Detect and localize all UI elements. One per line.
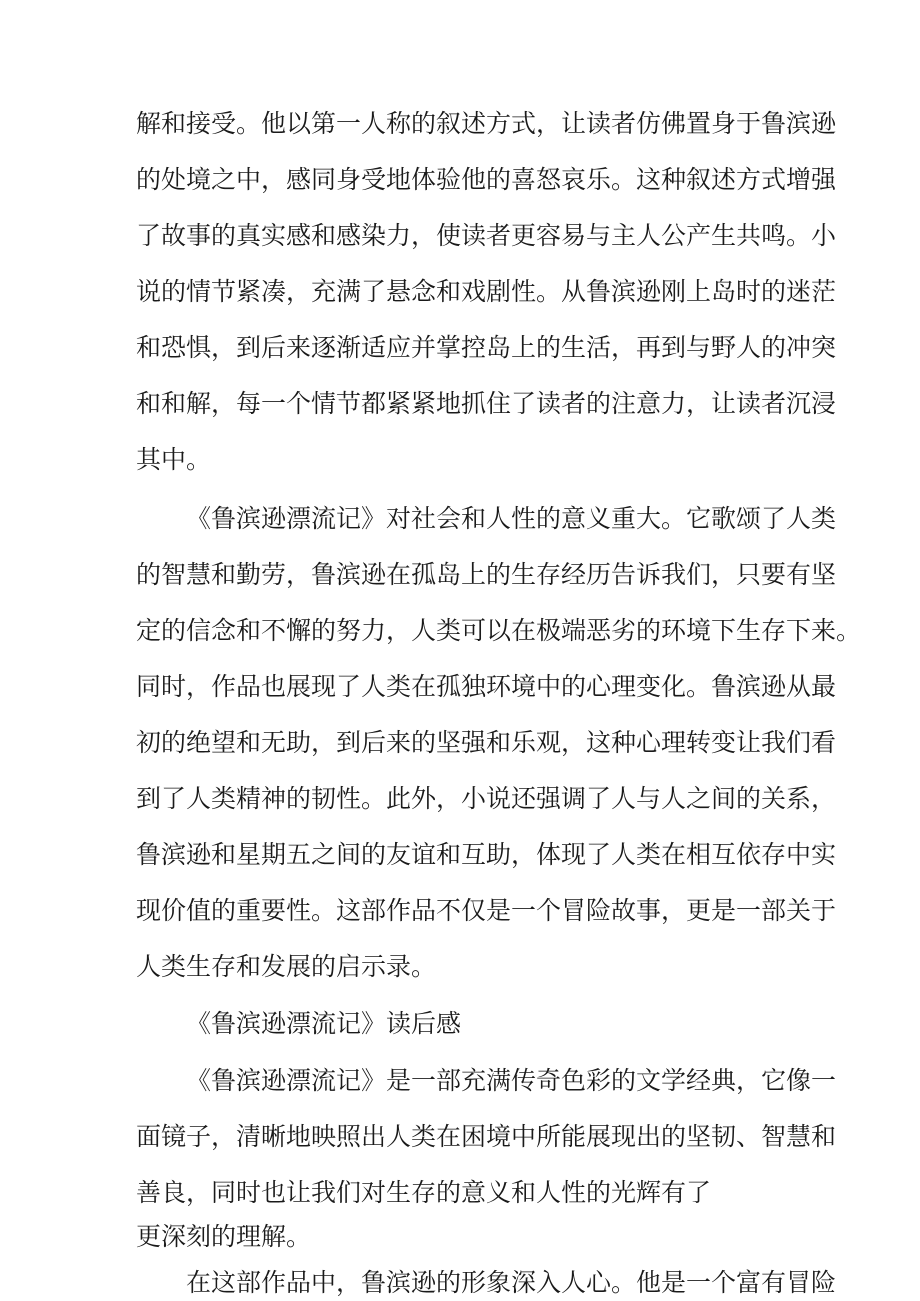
text-line: 其中。 [136,445,212,474]
text-line: 和恐惧，到后来逐渐适应并掌控岛上的生活，再到与野人的冲突 [136,333,837,362]
text-line: 的智慧和勤劳，鲁滨逊在孤岛上的生存经历告诉我们，只要有坚 [136,560,837,589]
paragraph-first-line: 《鲁滨逊漂流记》对社会和人性的意义重大。它歌颂了人类 [186,504,837,533]
text-line: 了故事的真实感和感染力，使读者更容易与主人公产生共鸣。小 [136,221,837,250]
text-line: 的处境之中，感同身受地体验他的喜怒哀乐。这种叙述方式增强 [136,165,837,194]
paragraph-first-line: 在这部作品中，鲁滨逊的形象深入人心。他是一个富有冒险 [186,1268,837,1297]
paragraph-first-line: 《鲁滨逊漂流记》是一部充满传奇色彩的文学经典，它像一 [186,1066,837,1095]
text-line: 同时，作品也展现了人类在孤独环境中的心理变化。鲁滨逊从最 [136,672,837,701]
text-line: 和和解，每一个情节都紧紧地抓住了读者的注意力，让读者沉浸 [136,389,837,418]
text-line: 人类生存和发展的启示录。 [136,952,437,981]
text-line: 说的情节紧凑，充满了悬念和戏剧性。从鲁滨逊刚上岛时的迷茫 [136,277,837,306]
section-heading: 《鲁滨逊漂流记》读后感 [186,1009,462,1038]
text-line: 到了人类精神的韧性。此外，小说还强调了人与人之间的关系， [136,784,837,813]
text-line: 面镜子，清晰地映照出人类在困境中所能展现出的坚韧、智慧和 [136,1122,837,1151]
text-line: 现价值的重要性。这部作品不仅是一个冒险故事，更是一部关于 [136,896,837,925]
text-line: 定的信念和不懈的努力，人类可以在极端恶劣的环境下生存下来。 [136,616,862,645]
text-line: 善良，同时也让我们对生存的意义和人性的光辉有了 [136,1178,712,1207]
text-line: 更深刻的理解。 [136,1222,312,1251]
text-line: 鲁滨逊和星期五之间的友谊和互助，体现了人类在相互依存中实 [136,840,837,869]
text-line: 解和接受。他以第一人称的叙述方式，让读者仿佛置身于鲁滨逊 [136,109,837,138]
text-line: 初的绝望和无助，到后来的坚强和乐观，这种心理转变让我们看 [136,728,837,757]
